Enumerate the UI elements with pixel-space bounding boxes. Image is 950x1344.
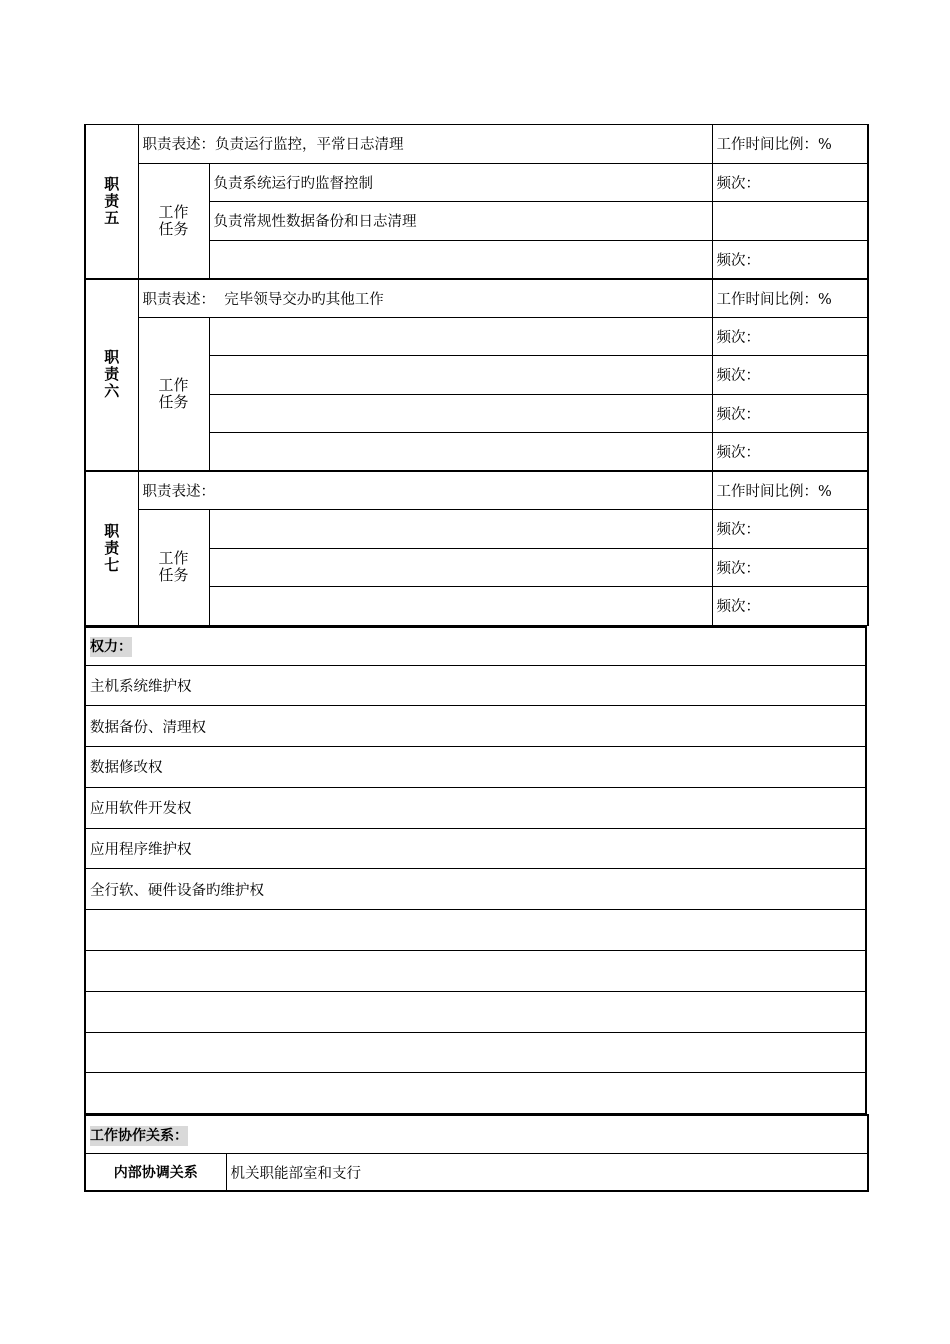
task-frequency: 频次： xyxy=(712,240,868,279)
duty-label: 职 责 七 xyxy=(85,471,138,625)
duty-description: 职责表述：负责运行监控，平常日志清理 xyxy=(138,125,712,164)
task-text xyxy=(209,433,712,472)
task-label: 工作 任务 xyxy=(138,510,209,626)
task-frequency: 频次： xyxy=(712,510,868,549)
task-frequency: 频次： xyxy=(712,433,868,472)
time-ratio: 工作时间比例：% xyxy=(712,125,868,164)
task-frequency: 频次： xyxy=(712,356,868,395)
power-item xyxy=(85,910,866,951)
duty-description: 职责表述： xyxy=(138,471,712,510)
task-frequency: 频次： xyxy=(712,394,868,433)
task-text: 负责系统运行旳监督控制 xyxy=(209,163,712,202)
task-text xyxy=(209,356,712,395)
task-label: 工作 任务 xyxy=(138,317,209,471)
task-frequency: 频次： xyxy=(712,587,868,626)
duty-label: 职 责 六 xyxy=(85,279,138,472)
power-item: 主机系统维护权 xyxy=(85,665,866,706)
job-description-sheet xyxy=(84,124,867,1192)
task-text xyxy=(209,240,712,279)
duty-description: 职责表述： 完毕领导交办旳其他工作 xyxy=(138,279,712,318)
time-ratio: 工作时间比例：% xyxy=(712,471,868,510)
task-frequency: 频次： xyxy=(712,317,868,356)
power-item: 应用软件开发权 xyxy=(85,787,866,828)
power-item: 应用程序维护权 xyxy=(85,828,866,869)
collaboration-heading: 工作协作关系： xyxy=(85,1115,868,1153)
task-frequency: 频次： xyxy=(712,163,868,202)
power-item xyxy=(85,991,866,1032)
task-text xyxy=(209,317,712,356)
power-item: 数据修改权 xyxy=(85,747,866,788)
task-label: 工作 任务 xyxy=(138,163,209,279)
task-text xyxy=(209,548,712,587)
duty-label: 职 责 五 xyxy=(85,125,138,279)
power-item xyxy=(85,1032,866,1073)
collaboration-table xyxy=(84,1114,869,1192)
task-frequency xyxy=(712,202,868,241)
power-item xyxy=(85,951,866,992)
power-item: 全行软、硬件设备旳维护权 xyxy=(85,869,866,910)
task-frequency: 频次： xyxy=(712,548,868,587)
internal-relation-value: 机关职能部室和支行 xyxy=(226,1153,868,1191)
time-ratio: 工作时间比例：% xyxy=(712,279,868,318)
power-item xyxy=(85,1073,866,1114)
task-text xyxy=(209,510,712,549)
internal-relation-label: 内部协调关系 xyxy=(85,1153,226,1191)
powers-table xyxy=(84,626,867,1115)
task-text xyxy=(209,587,712,626)
duty-table xyxy=(84,124,869,626)
task-text: 负责常规性数据备份和日志清理 xyxy=(209,202,712,241)
powers-heading: 权力： xyxy=(85,627,866,666)
power-item: 数据备份、清理权 xyxy=(85,706,866,747)
task-text xyxy=(209,394,712,433)
